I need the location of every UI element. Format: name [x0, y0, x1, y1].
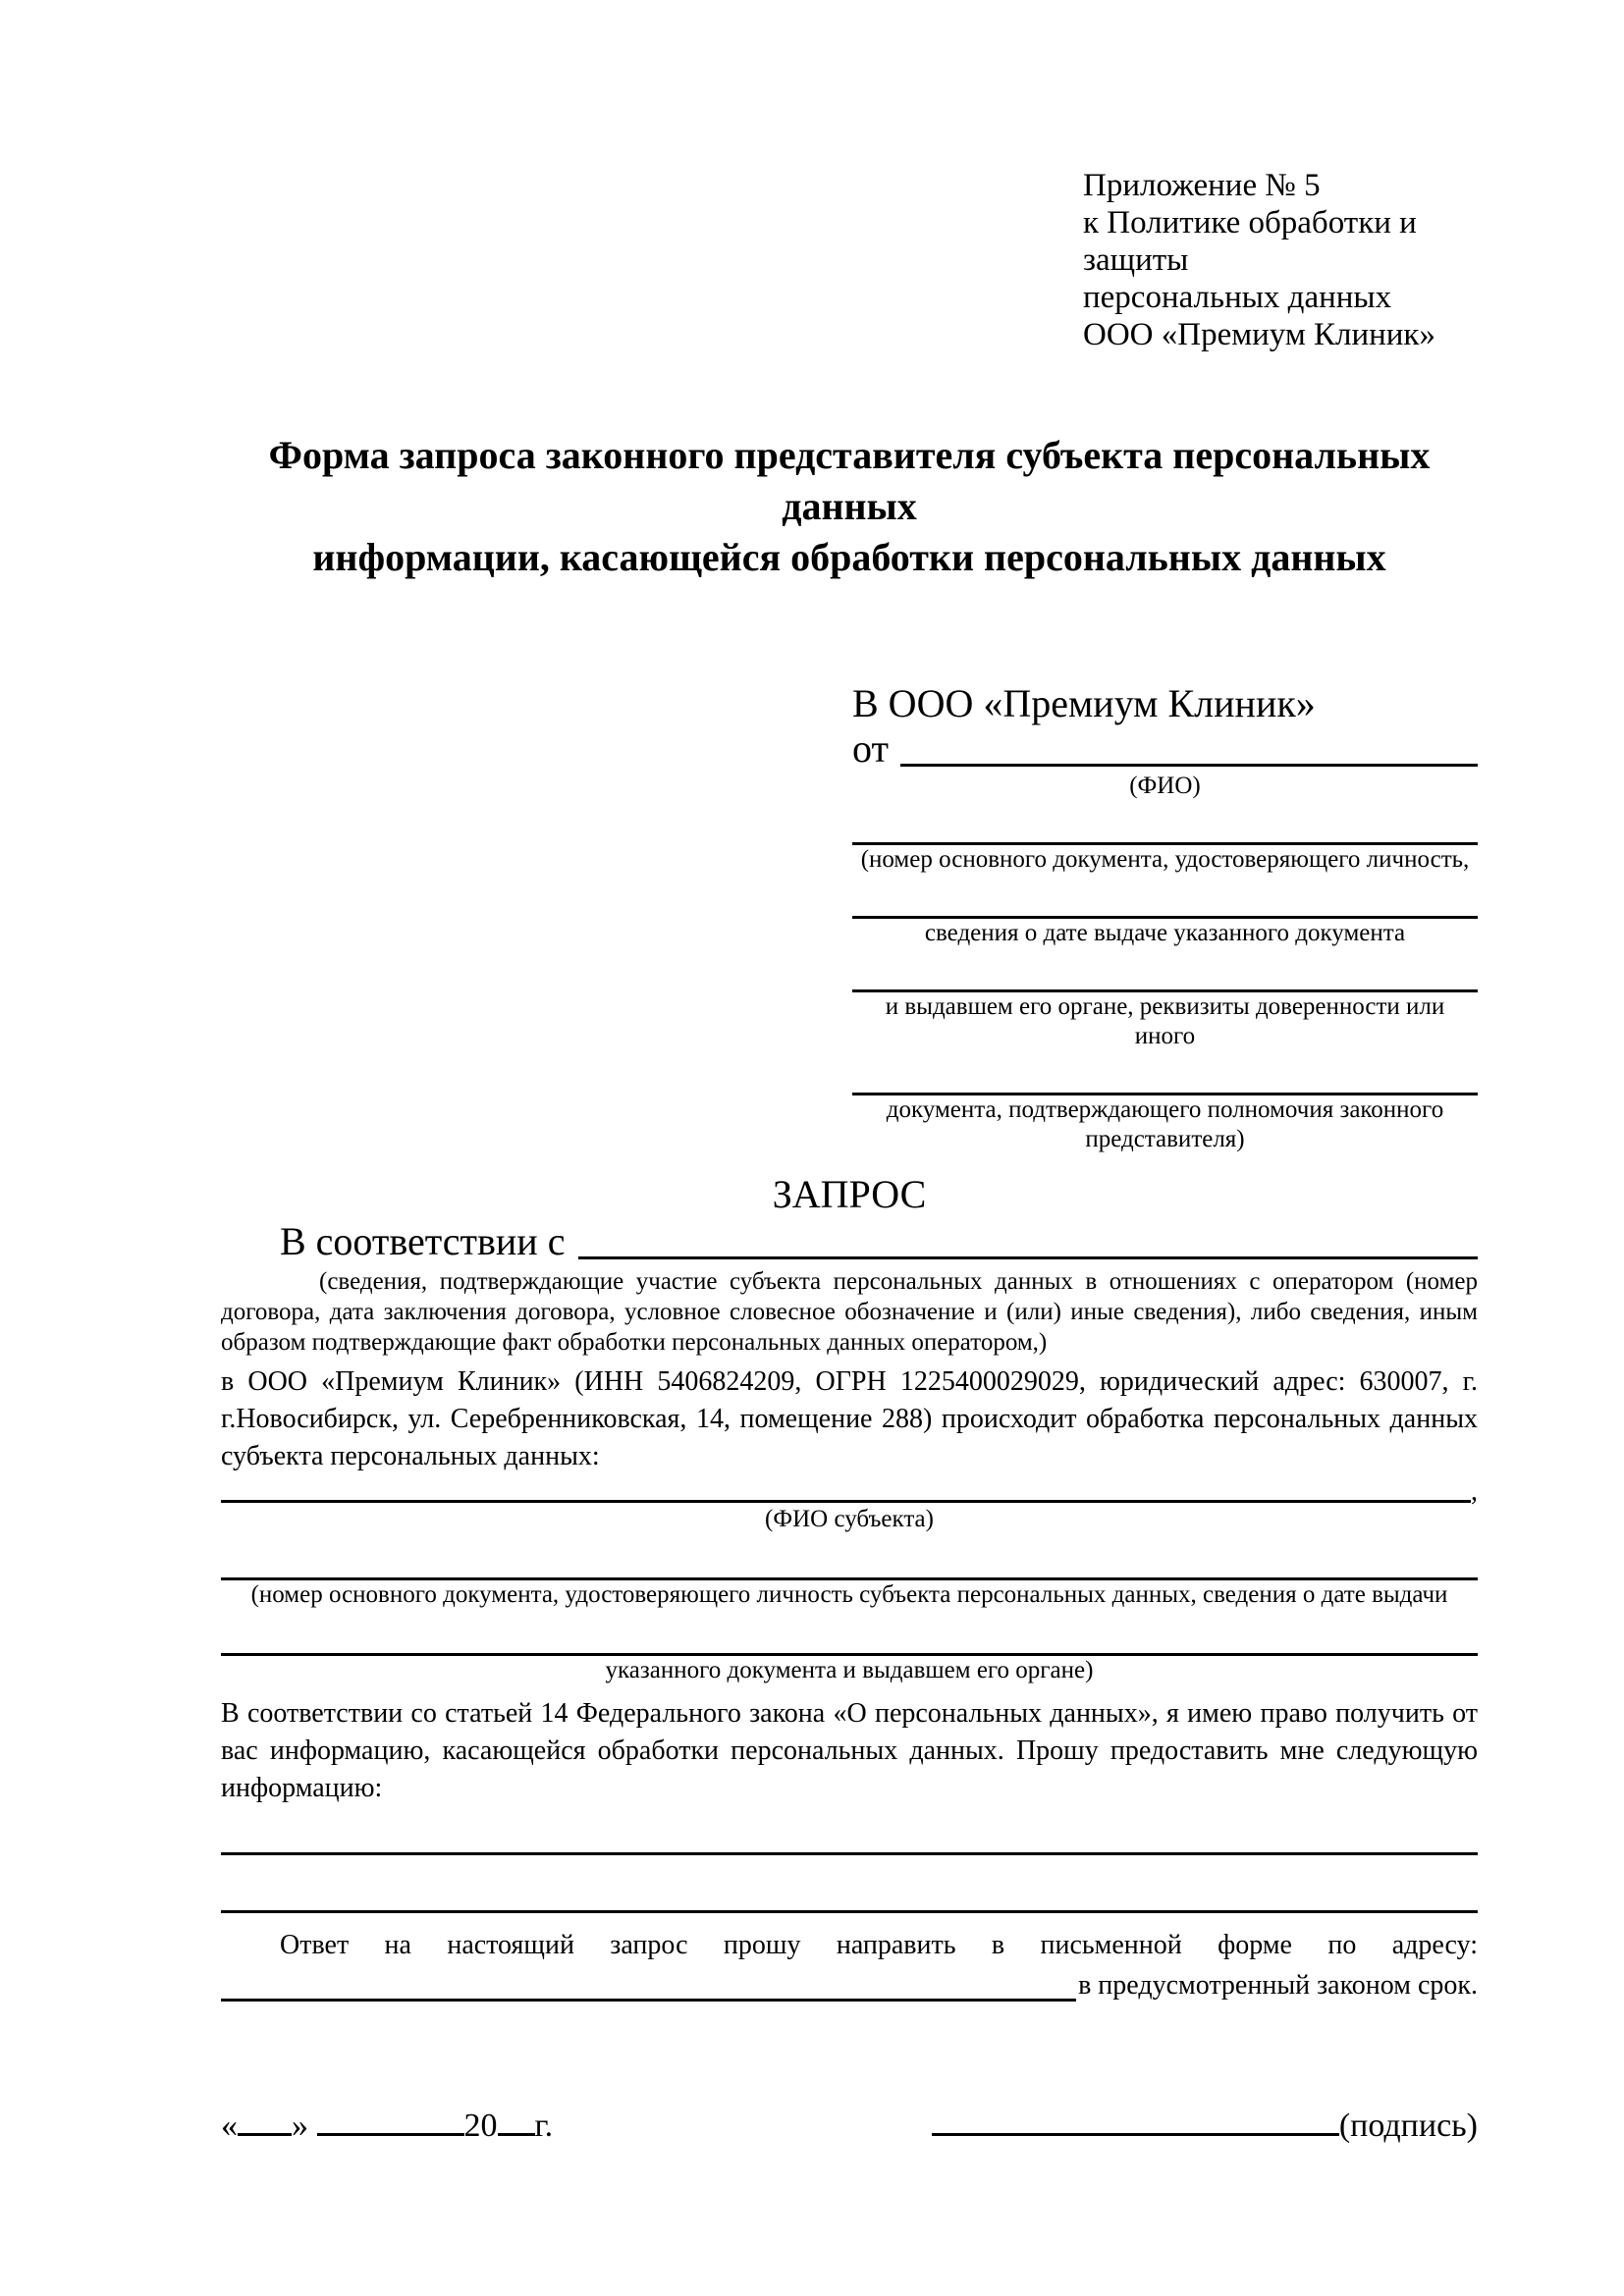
date-year-prefix: 20: [463, 2108, 498, 2144]
id-field-1: [852, 813, 1478, 875]
appendix-line-3: персональных данных: [1083, 280, 1392, 315]
recipient-block: [852, 681, 1478, 1154]
id-field-4: [852, 1063, 1478, 1154]
title-line-1: Форма запроса законного представителя субъекта персональных данных: [268, 433, 1431, 528]
subject-fio-fill-line: [221, 1475, 1471, 1503]
intro-caption-paragraph: (сведения, подтверждающие участие субъекта персональных данных в отношениях с оператором (номер договора, дата заключения договора, условное словесное обозначение и (или) иные сведения), либо сведения, иным образом подтверждающие факт обработки персональных данных оператором,): [221, 1268, 1478, 1356]
field-caption-2: сведения о дате выдаче указанного документа: [924, 920, 1406, 946]
date-block: [221, 2106, 553, 2147]
date-close-quote: »: [292, 2108, 308, 2144]
id-field-3: [852, 960, 1478, 1051]
from-label: от: [852, 726, 889, 771]
appendix-line-4: ООО «Премиум Клиник»: [1083, 317, 1435, 352]
appendix-line-1: Приложение № 5: [1083, 168, 1321, 203]
field-caption-1: (номер основного документа, удостоверяющего личность,: [860, 846, 1470, 873]
request-heading: ЗАПРОС: [772, 1172, 927, 1216]
date-year-fill-line: [498, 2131, 535, 2136]
field-caption-3: и выдавшем его органе, реквизиты доверенности или иного: [885, 993, 1445, 1049]
reply-fill-line: [221, 1964, 1076, 2002]
intro-fill-line: [578, 1217, 1478, 1259]
intro-row: [221, 1217, 1478, 1266]
subject-fio-row: [221, 1475, 1478, 1505]
field-caption-4: документа, подтверждающего полномочия законного представителя): [886, 1096, 1444, 1152]
operator-paragraph: в ООО «Премиум Клиник» (ИНН 5406824209, ОГРН 1225400029029, юридический адрес: 630007, г. г.Новосибирск, ул. Серебренниковская, 14, помещение 288) происходит обработка персональных данных субъекта персональных данных:: [221, 1366, 1478, 1471]
document-title: [221, 430, 1478, 583]
reply-tail: в предусмотренный законом срок.: [1078, 1970, 1478, 2001]
from-fill-line: [900, 726, 1478, 767]
reply-paragraph: Ответ на настоящий запрос прошу направить в письменной форме по адресу:: [280, 1930, 1478, 1960]
field-fill-line-1: [852, 813, 1478, 845]
recipient-to-line: В ООО «Премиум Клиник»: [852, 681, 1316, 725]
intro-label: В соответствии с: [280, 1219, 566, 1263]
fio-caption: (ФИО): [1129, 773, 1201, 799]
date-open-quote: «: [221, 2108, 238, 2144]
reply-row: [221, 1964, 1478, 2007]
footer-row: [221, 2106, 1478, 2147]
date-month-fill-line: [317, 2131, 464, 2136]
date-year-suffix: г.: [534, 2108, 554, 2144]
from-row: [852, 726, 1478, 772]
blank-fill-line-2: [221, 1855, 1478, 1913]
field-fill-line-4: [852, 1063, 1478, 1095]
signature-block: [932, 2106, 1478, 2147]
id-field-2: [852, 886, 1478, 948]
field-fill-line-3: [852, 960, 1478, 992]
signature-fill-line: [932, 2131, 1339, 2136]
field-fill-line-2: [852, 886, 1478, 919]
subject-doc-caption-2: указанного документа и выдавшем его органе): [605, 1657, 1094, 1683]
subject-comma: ,: [1471, 1476, 1478, 1507]
signature-caption: (подпись): [1338, 2108, 1478, 2144]
appendix-block: [1083, 167, 1478, 353]
date-day-fill-line: [238, 2131, 292, 2136]
subject-doc-caption-1: (номер основного документа, удостоверяющего личность субъекта персональных данных, сведения о дате выдачи: [250, 1581, 1448, 1608]
subject-fio-caption: (ФИО субъекта): [765, 1506, 934, 1532]
appendix-line-2: к Политике обработки и защиты: [1083, 205, 1417, 278]
subject-doc-fill-line-2: [221, 1624, 1478, 1656]
subject-doc-fill-line-1: [221, 1548, 1478, 1580]
title-line-2: информации, касающейся обработки персональных данных: [312, 535, 1386, 579]
blank-fill-line-1: [221, 1807, 1478, 1855]
law-paragraph: В соответствии со статьей 14 Федерального закона «О персональных данных», я имею право получить от вас информацию, касающейся обработки персональных данных. Прошу предоставить мне следующую информацию:: [221, 1698, 1478, 1803]
